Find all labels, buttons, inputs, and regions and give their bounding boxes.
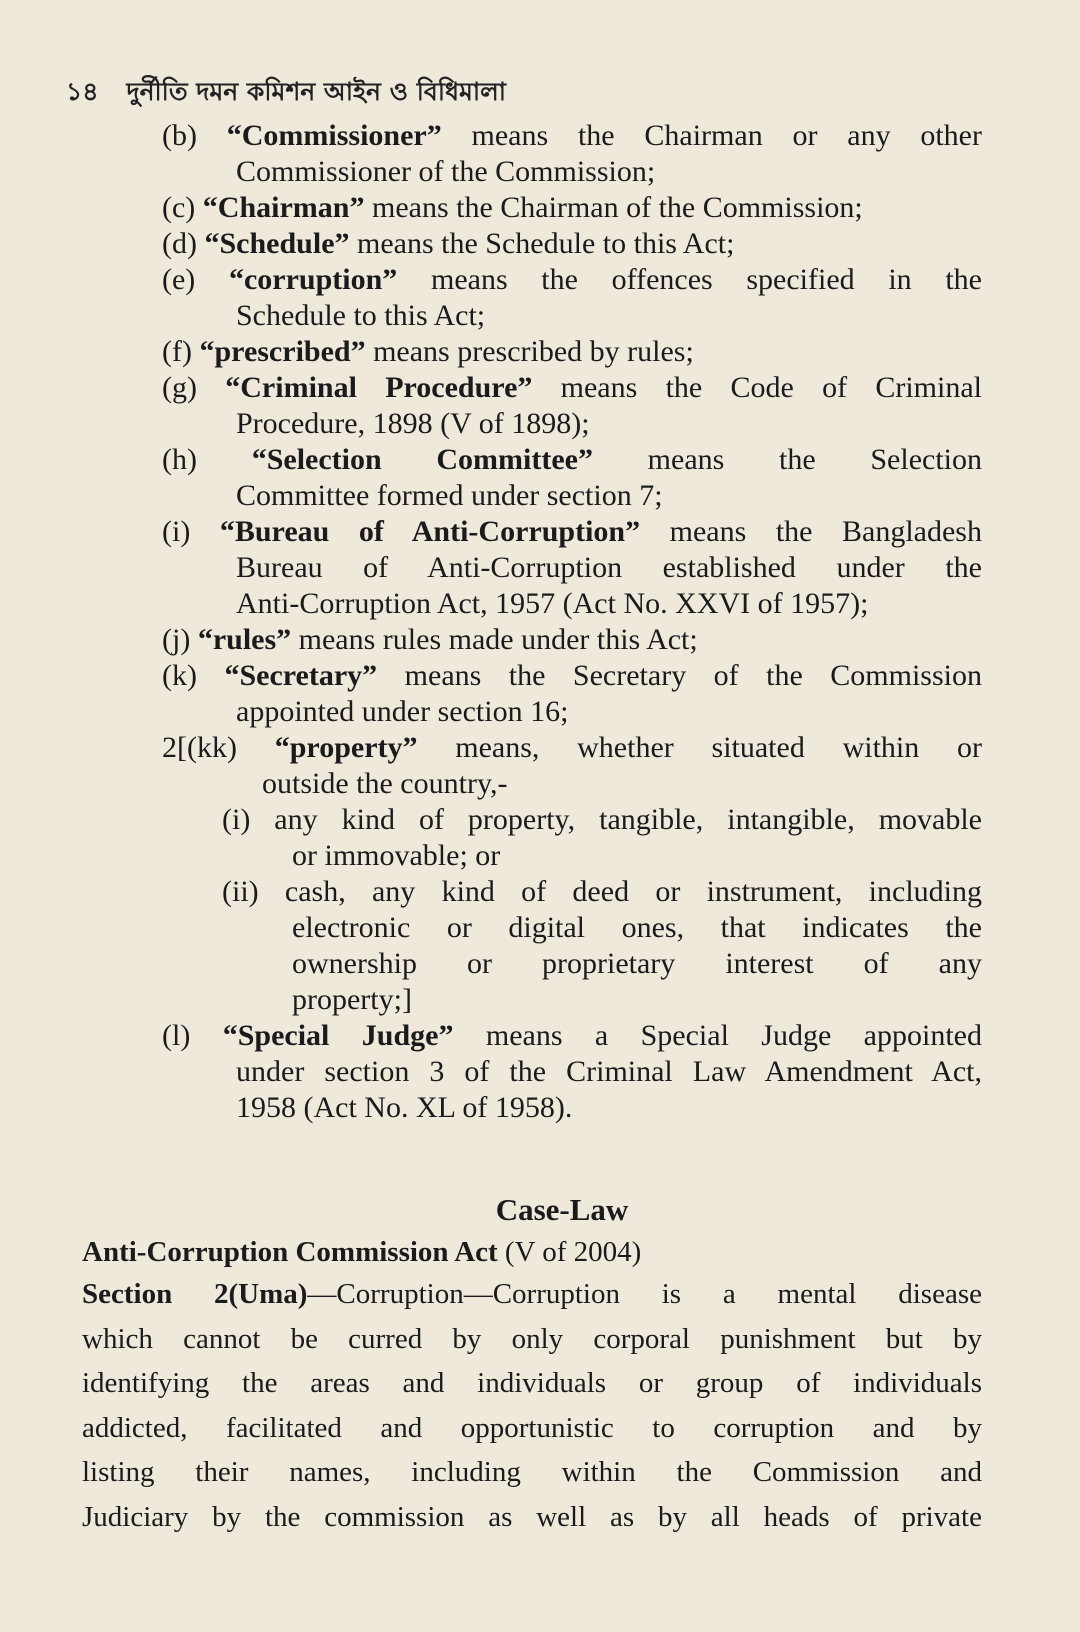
term: “Chairman” — [202, 191, 365, 224]
term: “Bureau of Anti-Corruption” — [219, 515, 641, 548]
definition-kk-sub-ii-cont: ownership or proprietary interest of any — [292, 947, 982, 980]
term: “prescribed” — [199, 335, 366, 368]
paragraph-line: identifying the areas and individuals or group of individuals — [82, 1367, 982, 1399]
definition-g-cont: Procedure, 1898 (V of 1898); — [236, 407, 590, 440]
term: “corruption” — [228, 263, 398, 296]
definition-kk-cont: outside the country,- — [262, 767, 508, 800]
term: “Special Judge” — [222, 1019, 454, 1052]
case-law-section — [82, 1188, 982, 1539]
definition-h: (h) “Selection Committee” means the Selection — [162, 443, 982, 476]
definition-e-cont: Schedule to this Act; — [236, 299, 486, 332]
page-header — [66, 72, 506, 116]
definition-b: (b) “Commissioner” means the Chairman or any other — [162, 119, 982, 152]
paragraph-line: listing their names, including within the Commission and — [82, 1456, 982, 1488]
definition-f: (f) “prescribed” means prescribed by rules; — [162, 335, 694, 368]
definition-k: (k) “Secretary” means the Secretary of the Commission — [162, 659, 982, 692]
definition-i-cont: Anti-Corruption Act, 1957 (Act No. XXVI of 1957); — [236, 587, 869, 620]
definition-l-cont: under section 3 of the Criminal Law Amendment Act, — [236, 1055, 982, 1088]
term: “property” — [274, 731, 418, 764]
definition-d: (d) “Schedule” means the Schedule to this Act; — [162, 227, 735, 260]
definition-e: (e) “corruption” means the offences specified in the — [162, 263, 983, 296]
term: “Criminal Procedure” — [225, 371, 533, 404]
term: “Selection Committee” — [251, 443, 593, 476]
definition-kk: 2[(kk) “property” means, whether situated within or — [162, 731, 982, 764]
paragraph-line: addicted, facilitated and opportunistic to corruption and by — [82, 1411, 982, 1444]
case-law-act: Anti-Corruption Commission Act (V of 2004) — [82, 1236, 642, 1268]
definition-i-cont: Bureau of Anti-Corruption established under the — [236, 551, 982, 584]
definition-c: (c) “Chairman” means the Chairman of the Commission; — [162, 191, 863, 224]
definition-h-cont: Committee formed under section 7; — [236, 479, 663, 512]
paragraph-line: which cannot be curred by only corporal punishment but by — [82, 1322, 982, 1355]
case-law-heading: Case-Law — [495, 1192, 629, 1227]
definition-kk-sub-i: (i) any kind of property, tangible, intangible, movable — [222, 803, 982, 836]
term: “Schedule” — [204, 227, 350, 260]
definition-l-cont: 1958 (Act No. XL of 1958). — [236, 1091, 573, 1124]
paragraph-line: Judiciary by the commission as well as by all heads of private — [82, 1500, 982, 1533]
definition-i: (i) “Bureau of Anti-Corruption” means the Bangladesh — [162, 515, 982, 548]
definition-kk-sub-ii-cont: electronic or digital ones, that indicates the — [292, 911, 982, 944]
term: “Commissioner” — [226, 119, 442, 152]
page-number: ১৪ — [66, 77, 99, 106]
definition-j: (j) “rules” means rules made under this Act; — [162, 623, 698, 656]
definition-l: (l) “Special Judge” means a Special Judge appointed — [162, 1019, 982, 1052]
definition-kk-sub-i-cont: or immovable; or — [292, 839, 501, 872]
book-title: দুর্নীতি দমন কমিশন আইন ও বিধিমালা — [126, 77, 506, 106]
term: “rules” — [197, 623, 292, 656]
definition-kk-sub-ii-cont: property;] — [292, 983, 412, 1016]
definition-b-cont: Commissioner of the Commission; — [236, 155, 656, 188]
definition-kk-sub-ii: (ii) cash, any kind of deed or instrument, including — [222, 875, 982, 908]
term: “Secretary” — [224, 659, 378, 692]
definition-g: (g) “Criminal Procedure” means the Code of Criminal — [162, 371, 983, 404]
definitions-list — [162, 118, 982, 1126]
definition-k-cont: appointed under section 16; — [236, 695, 569, 728]
case-law-paragraph — [82, 1272, 982, 1539]
paragraph-line: Section 2(Uma)—Corruption—Corruption is a mental disease — [82, 1278, 982, 1310]
